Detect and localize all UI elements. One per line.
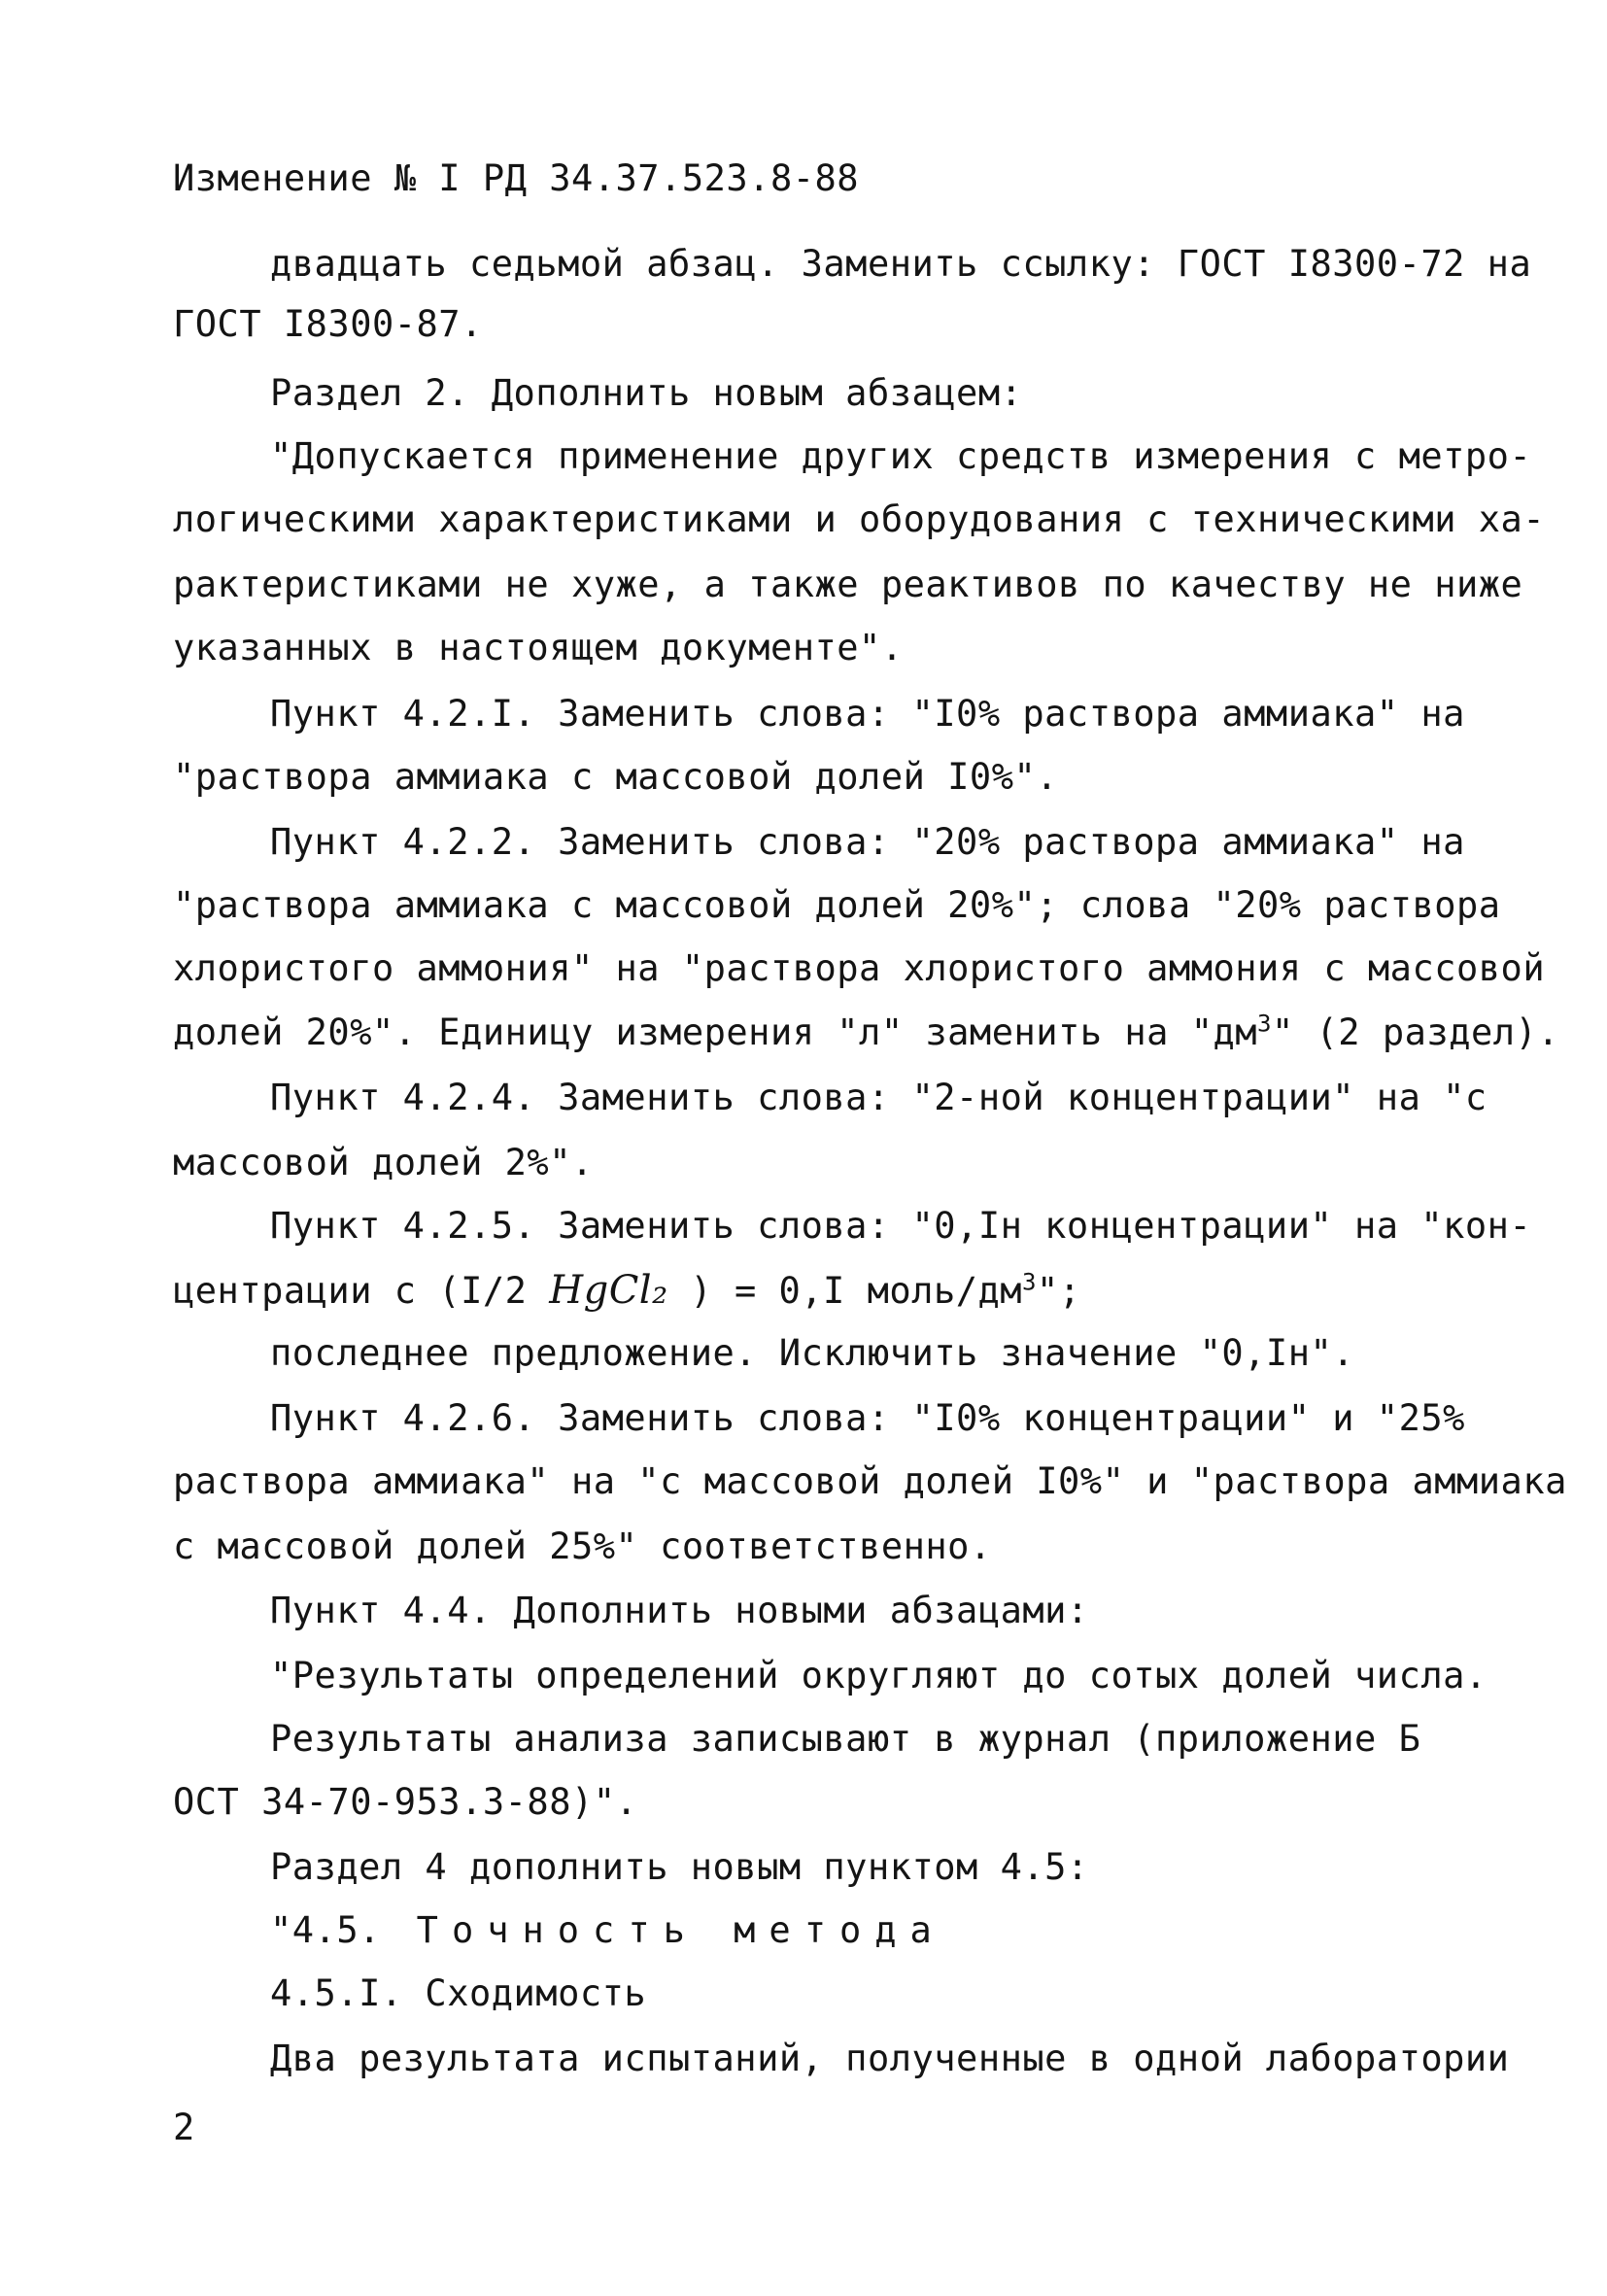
text-line: с массовой долей 25%" соответственно. [173,1525,992,1567]
text-line: Пункт 4.2.4. Заменить слова: "2-ной концентрации" на "с [270,1077,1487,1118]
page-number: 2 [173,2107,195,2148]
text-line: "Допускается применение других средств измерения с метро- [270,435,1532,477]
text-line [173,1011,1559,1054]
text-segment: центрации с (I/2 [173,1270,528,1312]
subsection-heading: 4.5.I. Сходимость [270,1972,647,2014]
text-line: хлористого аммония" на "раствора хлористого аммония с массовой [173,947,1546,989]
text-line: Пункт 4.4. Дополнить новыми абзацами: [270,1590,1089,1631]
text-line: рактеристиками не хуже, а также реактивов по качеству не ниже [173,564,1523,605]
text-line: ОСТ 34-70-953.3-88)". [173,1781,638,1823]
text-line: Пункт 4.2.5. Заменить слова: "0,Iн концентрации" на "кон- [270,1205,1532,1247]
text-line: ГОСТ I8300-87. [173,303,483,345]
text-line: "раствора аммиака с массовой долей 20%"; слова "20% раствора [173,884,1501,926]
superscript: 3 [1257,1010,1272,1038]
text-line: "раствора аммиака с массовой долей I0%". [173,756,1059,798]
text-line: двадцать седьмой абзац. Заменить ссылку: ГОСТ I8300-72 на [270,243,1532,285]
text-line: Пункт 4.2.I. Заменить слова: "I0% раствора аммиака" на [270,693,1465,735]
text-segment: "; [1037,1270,1081,1312]
text-line: Раздел 2. Дополнить новым абзацем: [270,372,1023,414]
text-line: "Результаты определений округляют до сотых долей числа. [270,1655,1487,1696]
text-line: массовой долей 2%". [173,1142,594,1183]
chemical-formula: HgCl₂ [549,1268,668,1313]
text-line: раствора аммиака" на "с массовой долей I0%" и "раствора аммиака [173,1460,1567,1502]
section-number: "4.5. [270,1909,381,1951]
text-line: последнее предложение. Исключить значение "0,Iн". [270,1332,1355,1374]
document-header: Изменение № I РД 34.37.523.8-88 [173,157,860,199]
text-line [173,1269,1081,1313]
section-heading [270,1909,945,1952]
superscript: 3 [1022,1268,1037,1296]
text-line: Раздел 4 дополнить новым пунктом 4.5: [270,1846,1089,1888]
text-line: Два результата испытаний, полученные в одной лаборатории [270,2038,1510,2079]
text-segment: долей 20%". Единицу измерения "л" заменить на "дм [173,1011,1258,1053]
text-line: Пункт 4.2.6. Заменить слова: "I0% концентрации" и "25% [270,1397,1465,1439]
text-line: Пункт 4.2.2. Заменить слова: "20% раствора аммиака" на [270,821,1465,863]
text-segment: " (2 раздел). [1271,1011,1560,1053]
text-segment: ) = 0,I моль/дм [690,1270,1023,1312]
section-title: Точность метода [416,1909,945,1951]
text-line: указанных в настоящем документе". [173,627,904,668]
text-line: логическими характеристиками и оборудования с техническими ха- [173,498,1546,540]
text-line: Результаты анализа записывают в журнал (приложение Б [270,1718,1421,1760]
